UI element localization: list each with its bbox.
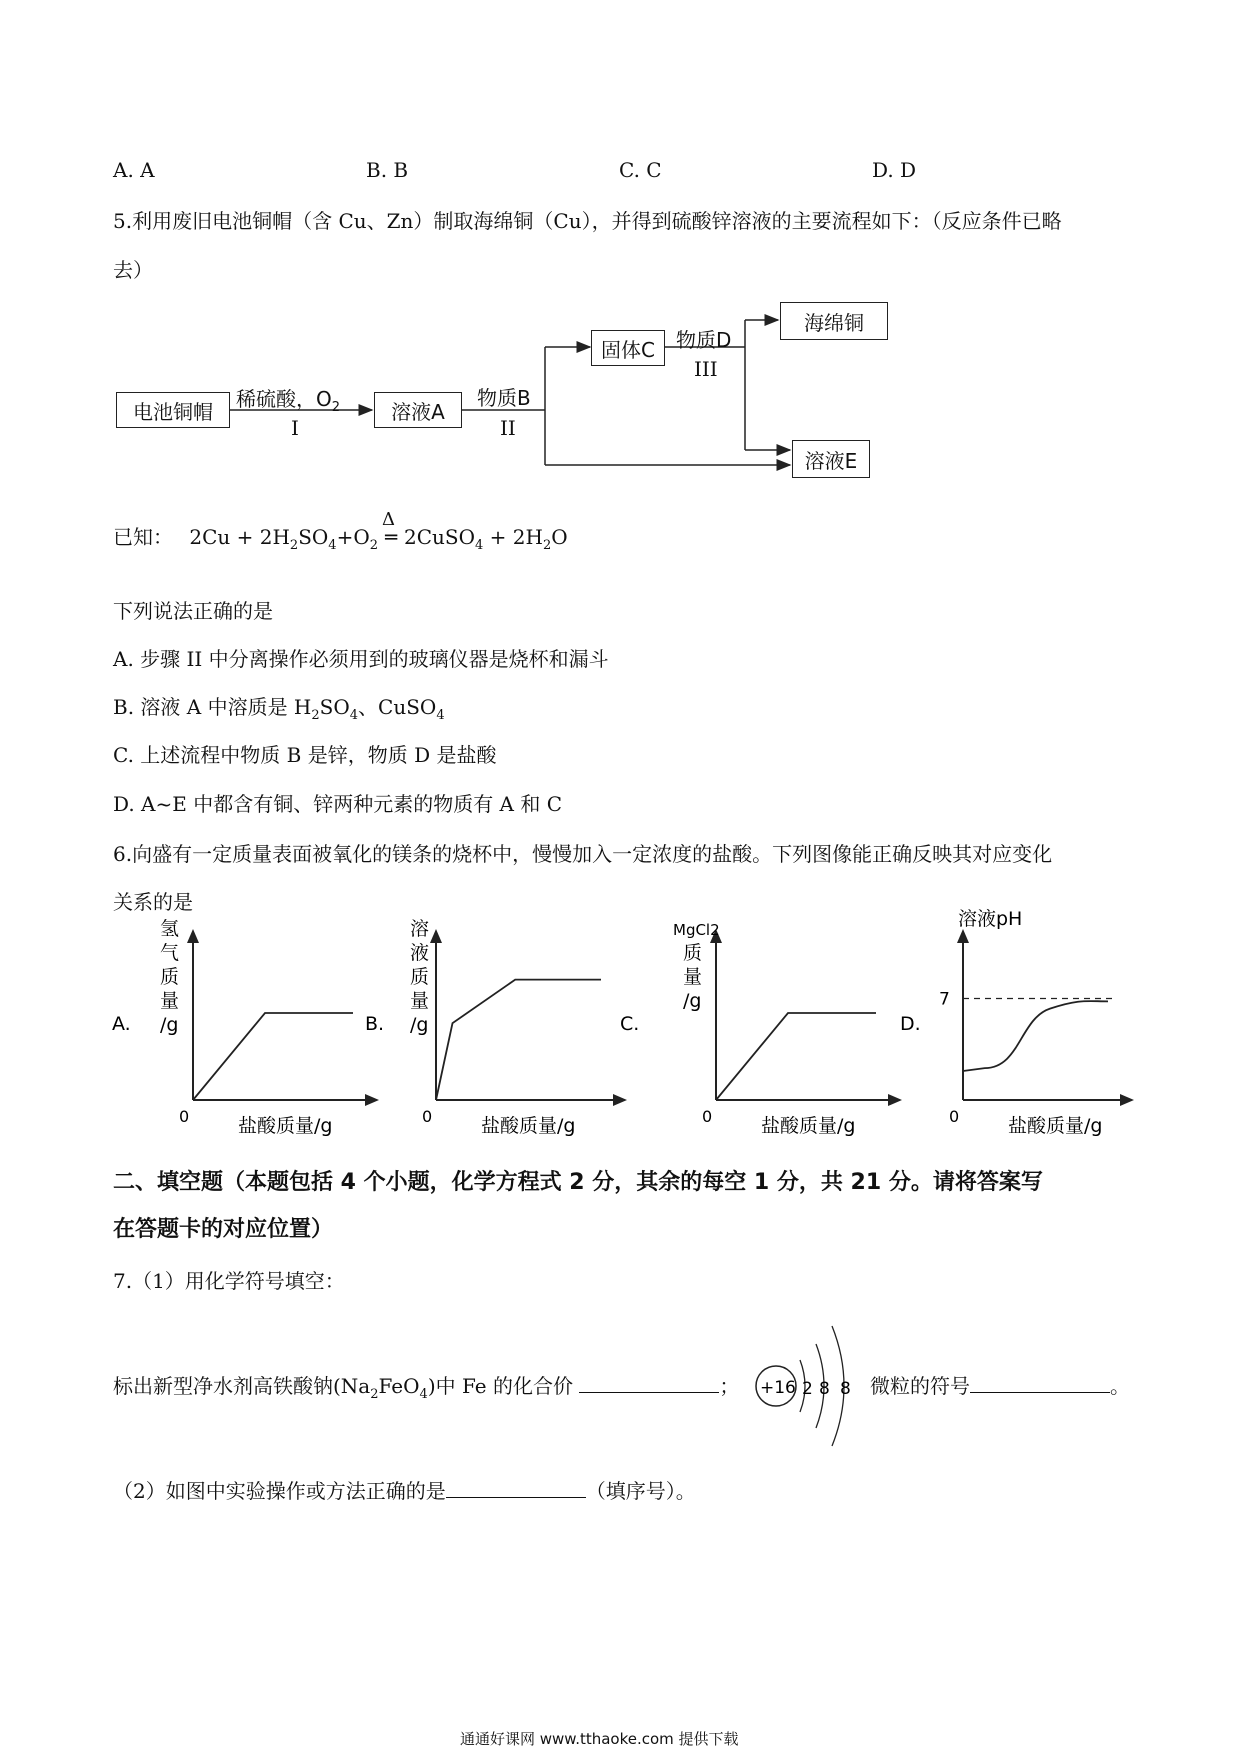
q6-charts xyxy=(0,908,1240,1160)
q5-option-d: D. A~E 中都含有铜、锌两种元素的物质有 A 和 C xyxy=(113,792,563,816)
chart-c-origin: 0 xyxy=(702,1107,713,1126)
chart-a-y-label-part: /g xyxy=(160,1014,179,1036)
q4-option-c: C. C xyxy=(619,158,662,182)
chart-b-y-label-part: 质 xyxy=(410,966,430,988)
q5-option-a: A. 步骤 II 中分离操作必须用到的玻璃仪器是烧杯和漏斗 xyxy=(113,647,609,671)
q4-option-d: D. D xyxy=(872,158,917,182)
q5-stem-line2: 去） xyxy=(113,258,153,282)
chart-c-y-label-part: 量 xyxy=(683,966,703,988)
chart-d-y-arrow xyxy=(957,929,969,943)
flow-step-2: II xyxy=(500,416,516,440)
chart-d-origin: 0 xyxy=(949,1107,960,1126)
atom-nucleus: +16 xyxy=(760,1378,796,1398)
atom-shell-2: 8 xyxy=(819,1379,830,1399)
atom-structure-diagram xyxy=(752,1310,872,1460)
q5-prompt: 下列说法正确的是 xyxy=(113,599,273,623)
atom-shell-1: 2 xyxy=(802,1379,813,1399)
chart-a-y-label-part: 氢 xyxy=(160,918,180,940)
q5-stem-line1: 5.利用废旧电池铜帽（含 Cu、Zn）制取海绵铜（Cu），并得到硫酸锌溶液的主要流程如下：（反应条件已略 xyxy=(113,209,1062,233)
chart-c-y-label-part: 质 xyxy=(683,942,703,964)
chart-d-option-label: D. xyxy=(900,1013,921,1035)
chart-a-origin: 0 xyxy=(179,1107,190,1126)
chart-a-option-label: A. xyxy=(112,1013,131,1035)
chart-c-y-label-part: MgCl2 xyxy=(673,921,720,939)
heat-symbol: Δ xyxy=(382,509,396,530)
answer-blank-operation[interactable] xyxy=(446,1477,586,1498)
flow-reagent-2: 物质B xyxy=(477,386,531,410)
chart-d-ref-label: 7 xyxy=(939,989,950,1010)
chart-d-x-arrow xyxy=(1120,1094,1134,1106)
chart-a-y-arrow xyxy=(187,929,199,943)
q4-option-a: A. A xyxy=(113,158,155,182)
answer-blank-valence[interactable] xyxy=(579,1372,719,1393)
chart-b-origin: 0 xyxy=(422,1107,433,1126)
flow-step-1: I xyxy=(291,416,299,440)
chart-b-x-label: 盐酸质量/g xyxy=(481,1115,576,1137)
chart-c-option-label: C. xyxy=(620,1013,640,1035)
chart-b-y-label-part: 量 xyxy=(410,990,430,1012)
flow-box-sponge-cu: 海绵铜 xyxy=(780,302,888,340)
atom-shell-3: 8 xyxy=(840,1379,851,1399)
flow-box-battery-cap: 电池铜帽 xyxy=(116,392,230,428)
known-label: 已知： xyxy=(113,525,173,549)
chart-a-y-label-part: 气 xyxy=(160,942,180,964)
q7-part2: （2）如图中实验操作或方法正确的是 （填序号）。 xyxy=(113,1479,696,1503)
flow-box-solution-a: 溶液A xyxy=(374,392,462,428)
q7-valence-line: 标出新型净水剂高铁酸钠$(Na_2FeO_4)$中 Fe 的化合价 ； xyxy=(113,1374,740,1402)
q6-stem-line2: 关系的是 xyxy=(113,890,193,914)
flow-reagent-3: 物质D xyxy=(676,328,732,352)
chart-d-x-label: 盐酸质量/g xyxy=(1008,1115,1103,1137)
chart-c-x-arrow xyxy=(888,1094,902,1106)
q5-known-equation: 已知： $2Cu + 2H_2SO_4+O_2$ Δ ═ 2CuSO$_4$ + $2H_2O$ xyxy=(113,509,568,553)
flow-step-3: III xyxy=(694,357,718,381)
answer-blank-particle[interactable] xyxy=(970,1372,1110,1393)
chart-b-y-arrow xyxy=(430,929,442,943)
q4-option-b: B. B xyxy=(366,158,409,182)
chart-b-x-arrow xyxy=(613,1094,627,1106)
chart-c-x-label: 盐酸质量/g xyxy=(761,1115,856,1137)
chart-c-y-label-part: /g xyxy=(683,990,702,1012)
chart-a-series-line xyxy=(193,1013,353,1100)
chart-d-y-label: 溶液pH xyxy=(958,908,1023,930)
q7-particle-line: 微粒的符号 。 xyxy=(870,1374,1130,1398)
section2-heading-line2: 在答题卡的对应位置） xyxy=(113,1217,334,1242)
chart-b-y-label-part: /g xyxy=(410,1014,429,1036)
section2-heading-line1: 二、填空题（本题包括 4 个小题，化学方程式 2 分，其余的每空 1 分，共 21 分。请将答案写 xyxy=(113,1170,1043,1195)
chart-c-series-line xyxy=(716,1013,876,1100)
q5-option-c: C. 上述流程中物质 B 是锌，物质 D 是盐酸 xyxy=(113,743,497,767)
q6-stem-line1: 6.向盛有一定质量表面被氧化的镁条的烧杯中，慢慢加入一定浓度的盐酸。下列图像能正确反映其对应变化 xyxy=(113,842,1053,866)
footer-source: 通通好课网 www.tthaoke.com 提供下载 xyxy=(460,1730,739,1748)
flow-arrows xyxy=(0,280,1240,490)
flow-box-solution-e: 溶液E xyxy=(792,440,870,478)
chart-a-x-arrow xyxy=(365,1094,379,1106)
chart-d-series-line xyxy=(963,1001,1108,1071)
chart-b-y-label-part: 溶 xyxy=(410,918,430,940)
chart-b-option-label: B. xyxy=(365,1013,385,1035)
chart-b-y-label-part: 液 xyxy=(410,942,430,964)
chart-b-series-line xyxy=(436,980,601,1100)
chart-a-y-label-part: 质 xyxy=(160,966,180,988)
q5-option-b: B. 溶液 A 中溶质是 $H_2SO_4$、CuSO$_4$ xyxy=(113,695,445,723)
chart-a-y-label-part: 量 xyxy=(160,990,180,1012)
chart-a-x-label: 盐酸质量/g xyxy=(238,1115,333,1137)
flow-box-solid-c: 固体C xyxy=(591,330,665,366)
flow-reagent-1: 稀硫酸，$O_2$ xyxy=(236,387,341,415)
q7-part1-label: 7.（1）用化学符号填空： xyxy=(113,1269,345,1293)
